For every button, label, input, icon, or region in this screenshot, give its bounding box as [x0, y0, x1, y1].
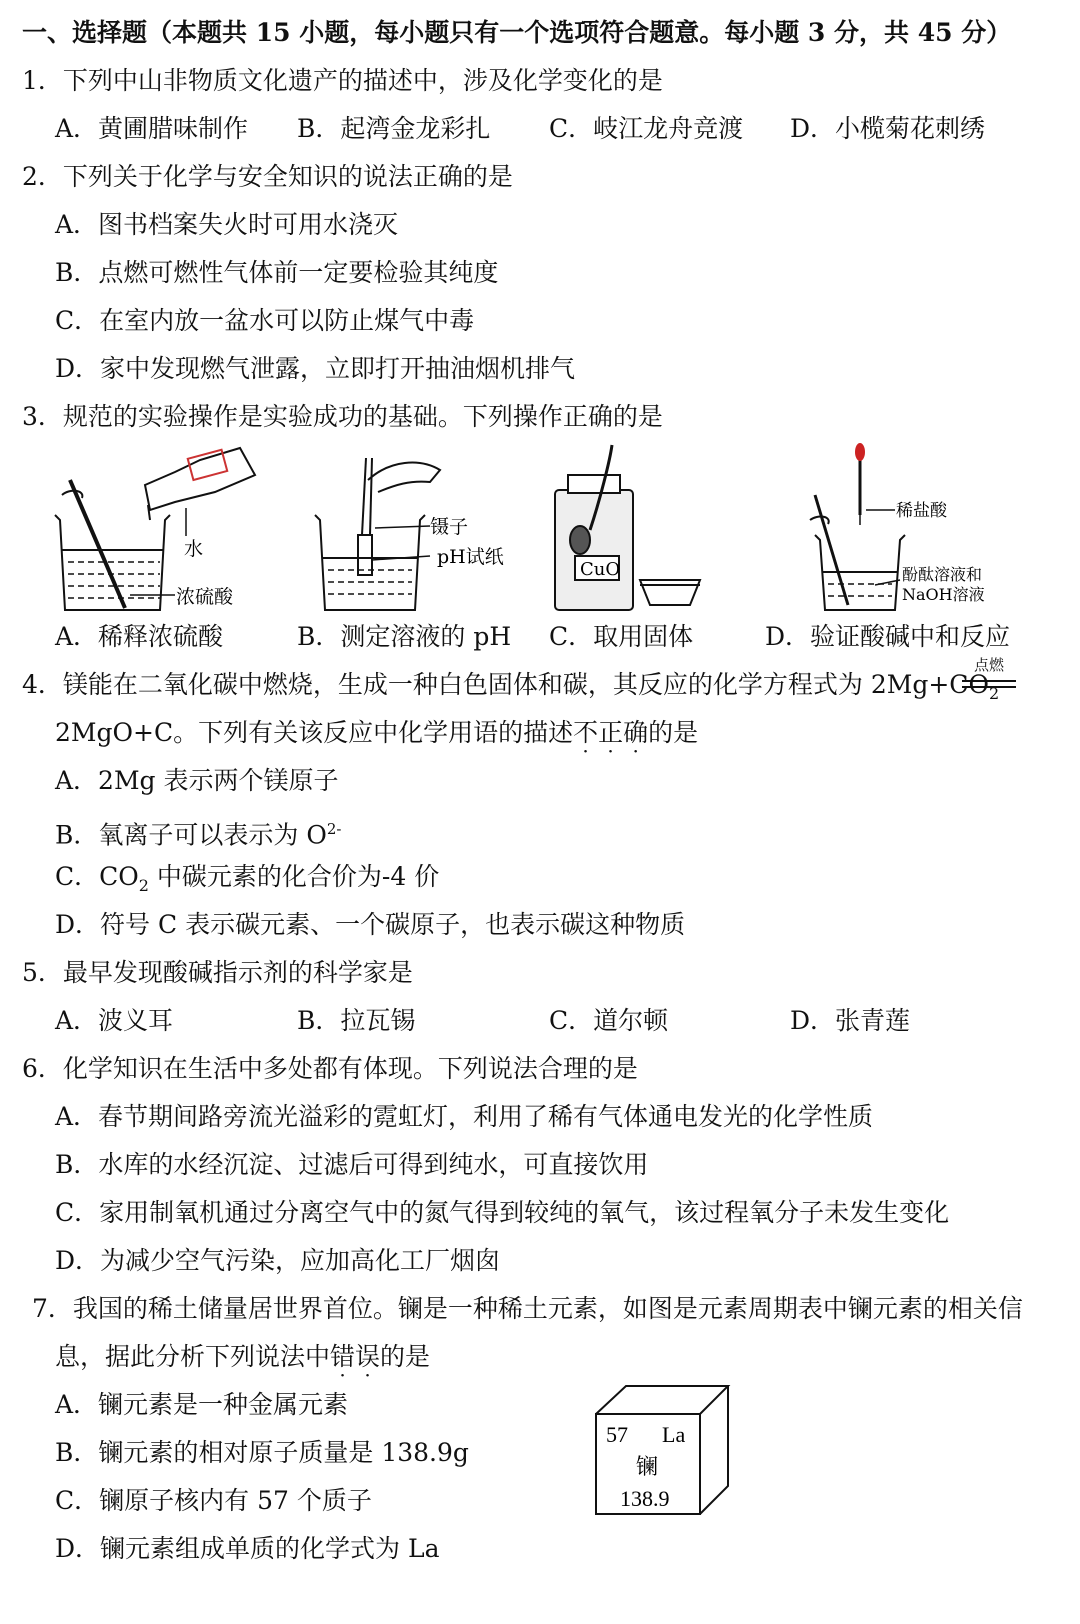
q1-option-b: B．起湾金龙彩扎: [297, 114, 491, 143]
q4-option-c-text: C．CO: [55, 862, 139, 891]
figure-c-taking-solid: [555, 445, 700, 610]
label-cuo: CuO: [580, 559, 621, 580]
q2-option-a: A．图书档案失火时可用水浇灭: [55, 210, 399, 239]
q4-emphasis-char-1: 不: [573, 718, 599, 747]
element-atomic-number: 57: [606, 1422, 628, 1447]
q4-option-d: D．符号 C 表示碳元素、一个碳原子，也表示碳这种物质: [55, 910, 686, 939]
q4-emphasis-char-2: 正: [598, 718, 624, 747]
lanthanum-element-cell: [590, 1380, 740, 1520]
question-1-stem: 1．下列中山非物质文化遗产的描述中，涉及化学变化的是: [22, 66, 663, 95]
figure-d-neutralization: [810, 460, 905, 610]
q4-emphasis-char-3: 确: [623, 718, 649, 747]
q7-option-a: A．镧元素是一种金属元素: [55, 1390, 349, 1419]
label-conc-acid: 浓硫酸: [176, 586, 234, 608]
q3-option-d: D．验证酸碱中和反应: [765, 622, 1011, 651]
q7-emphasis-char-2: 误: [355, 1342, 381, 1371]
label-ph-paper: pH试纸: [437, 546, 504, 568]
question-3-stem: 3．规范的实验操作是实验成功的基础。下列操作正确的是: [22, 402, 663, 431]
element-symbol: La: [662, 1422, 686, 1447]
element-name: 镧: [636, 1454, 659, 1479]
q5-option-b: B．拉瓦锡: [297, 1006, 416, 1035]
q4-option-c: [55, 862, 439, 901]
question-7-stem-line1: 7．我国的稀土储量居世界首位。镧是一种稀土元素，如图是元素周期表中镧元素的相关信: [32, 1294, 1023, 1323]
q1-option-c: C．岐江龙舟竞渡: [549, 114, 744, 143]
q2-option-b: B．点燃可燃性气体前一定要检验其纯度: [55, 258, 499, 287]
q6-option-b: B．水库的水经沉淀、过滤后可得到纯水，可直接饮用: [55, 1150, 649, 1179]
question-2-stem: 2．下列关于化学与安全知识的说法正确的是: [22, 162, 513, 191]
q6-option-a: A．春节期间路旁流光溢彩的霓虹灯，利用了稀有气体通电发光的化学性质: [55, 1102, 874, 1131]
q7-option-c: C．镧原子核内有 57 个质子: [55, 1486, 372, 1515]
question-6-stem: 6．化学知识在生活中多处都有体现。下列说法合理的是: [22, 1054, 638, 1083]
condition-label: 点燃: [973, 656, 1004, 674]
reaction-condition: [962, 656, 1016, 696]
q3-option-a: A．稀释浓硫酸: [55, 622, 224, 651]
q4-stem-end: 的是: [648, 718, 699, 747]
figure-b-ph-test: [315, 458, 440, 610]
label-water: 水: [184, 538, 204, 560]
section-title: 一、选择题（本题共 15 小题，每小题只有一个选项符合题意。每小题 3 分，共 45 分）: [22, 18, 1012, 47]
q3-option-b: B．测定溶液的 pH: [297, 622, 512, 651]
q7-stem-end: 的是: [380, 1342, 431, 1371]
q3-option-c: C．取用固体: [549, 622, 694, 651]
q4-option-a: A．2Mg 表示两个镁原子: [55, 766, 339, 795]
question-4-stem-line1: [22, 670, 999, 709]
question-5-options: [0, 1006, 1080, 1036]
q4-stem-text: 4．镁能在二氧化碳中燃烧，生成一种白色固体和碳，其反应的化学方程式为 2Mg+CO: [22, 670, 989, 699]
q4-option-c-subscript: 2: [138, 876, 149, 895]
q7-emphasis-char-1: 错: [330, 1342, 356, 1371]
q7-option-d: D．镧元素组成单质的化学式为 La: [55, 1534, 440, 1563]
q4-option-b-charge: 2-: [326, 820, 342, 838]
q4-stem-continued: 2MgO+C。下列有关该反应中化学用语的描述: [55, 718, 574, 747]
label-dilute-hcl: 稀盐酸: [896, 501, 947, 521]
q6-option-d: D．为减少空气污染，应加高化工厂烟囱: [55, 1246, 501, 1275]
q4-option-b-text: B．氧离子可以表示为 O: [55, 820, 327, 850]
q4-option-c-rest: 中碳元素的化合价为-4 价: [148, 862, 440, 891]
label-indicator-line1: 酚酞溶液和: [902, 565, 983, 584]
q6-option-c: C．家用制氧机通过分离空气中的氮气得到较纯的氧气，该过程氧分子未发生变化: [55, 1198, 950, 1227]
q2-option-d: D．家中发现燃气泄露，立即打开抽油烟机排气: [55, 354, 576, 383]
question-7-stem-line2: [55, 1342, 430, 1372]
question-1-options: [0, 114, 1080, 144]
question-4-stem-line2: [55, 718, 698, 748]
q1-option-d: D．小榄菊花刺绣: [790, 114, 986, 143]
question-3-options: [0, 622, 1080, 652]
label-tweezers: 镊子: [430, 516, 469, 538]
q7-option-b: B．镧元素的相对原子质量是 138.9g: [55, 1438, 469, 1467]
q1-option-a: A．黄圃腊味制作: [55, 114, 249, 143]
dropper-bulb: [855, 443, 865, 461]
element-atomic-mass: 138.9: [620, 1486, 670, 1511]
q4-co2-subscript: 2: [988, 684, 1000, 703]
q4-option-b: [55, 814, 341, 850]
q2-option-c: C．在室内放一盆水可以防止煤气中毒: [55, 306, 475, 335]
q5-option-d: D．张青莲: [790, 1006, 911, 1035]
q5-option-a: A．波义耳: [55, 1006, 174, 1035]
label-indicator-line2: NaOH溶液: [902, 585, 985, 604]
q7-stem-continued: 息，据此分析下列说法中: [55, 1342, 331, 1371]
q5-option-c: C．道尔顿: [549, 1006, 669, 1035]
question-5-stem: 5．最早发现酸碱指示剂的科学家是: [22, 958, 413, 987]
q3-experiment-figures: [0, 440, 1080, 625]
